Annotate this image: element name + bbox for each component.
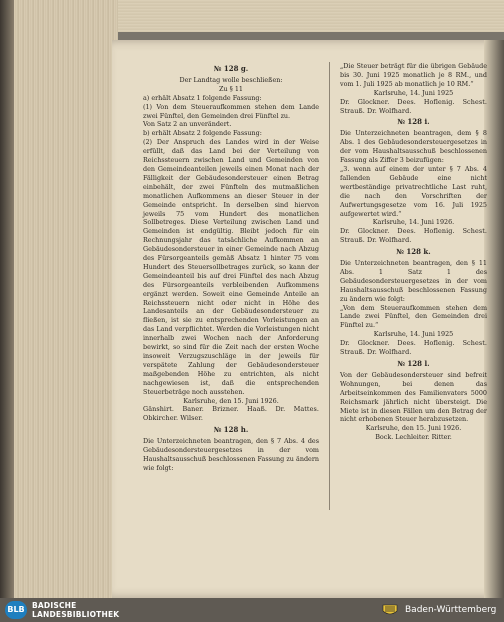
left-column [143, 62, 319, 473]
paragraph: „Die Steuer beträgt für die übrigen Gebäude bis 30. Juni 1925 monatlich je 8 RM., und vom 1. Juli 1925 ab monatlich je 10 RM.“ [340, 62, 487, 88]
centered-line: Karlsruhe, den 15. Juni 1926. [365, 424, 462, 433]
centered-line: Karlsruhe, 14. Juni 1925 [373, 88, 454, 97]
centered-line: Zu § 11 [219, 84, 243, 93]
paragraph: (2) Der Anspruch des Landes wird in der Weise erfüllt, daß das Land bei der Verteilung von Reichssteuern zwischen Land und Gemeinden von den Gemeindeanteilen jeweils einen Monat nach der Fälligkeit der Gebäudesondersteuer einen Betrag einbehält, der zwei Fünfteln des mutmaßlichen monatlichen Aufkommens an dieser Steuer in der Gemeinde entspricht. In derselben sind hiervon jeweils 75 vom Hundert des monatlichen Sollbetreges. Diese Verteilung zwischen Land und Gemeinden ist endgültig. Bleibt jedoch für ein Rechnungsjahr das tatsächliche Aufkommen an Gebäudesondersteuer in einer Gemeinde nach Abzug des Fürsorgeanteils gemäß Absatz 1 hinter 75 vom Hundert des Steuersollbetrages zurück, so kann der Gemeindeanteil bis auf drei Fünftel des nach Abzug des Fürsorgeanteils verbleibenden Aufkommens ergänzt werden. Soweit eine Gemeinde Anteile an Reichssteuern nicht oder nicht in Höhe des Landesanteils an der Gebäudesondersteuer zu fließen, ist sie zu entsprechenden Vorleistungen an das Land verpflichtet. Werden die Vorleistungen nicht innerhalb zwei Wochen nach der Anforderung bewirkt, so sind für die Zeit nach der ersten Woche insoweit Verzugszuschläge in der jeweils für verspätete Zahlung der Gebäudesondersteuer maßgebenden Höhe zu entrichten, als nicht nachgewiesen ist, daß die entsprechenden Steuerbeträge noch ausstehen. [143, 138, 319, 396]
right-column [340, 62, 487, 442]
book-page-edges [0, 0, 118, 598]
paragraph: a) erhält Absatz 1 folgende Fassung: [143, 93, 262, 102]
bw-name[interactable]: Baden-Württemberg [405, 605, 497, 615]
paragraph: Von Satz 2 an unverändert. [143, 120, 232, 129]
book-spine-shadow [0, 0, 14, 598]
blb-line1: BADISCHE [32, 601, 77, 610]
centered-line: Karlsruhe, den 15. Juni 1926. [183, 396, 279, 405]
signatories: Gänshirt. Baner. Brizner. Haaß. Dr. Mattes. Obkircher. Wilser. [143, 405, 319, 423]
blb-line2: LANDESBIBLIOTHEK [32, 610, 120, 619]
centered-line: Karlsruhe, 14. Juni 1925 [373, 330, 454, 339]
signatories: Dr. Glockner. Dees. Hoflenig. Schest. Strauß. Dr. Wolfhard. [340, 227, 487, 245]
motion-number: № 128 i. [397, 117, 430, 127]
motion-number: № 128 g. [213, 64, 249, 73]
signatories: Dr. Glockner. Dees. Hoflenig. Schest. Strauß. Dr. Wolfhard. [340, 339, 487, 357]
centered-line: Karlsruhe, 14. Juni 1926. [372, 218, 455, 227]
paragraph: Die Unterzeichneten beantragen, den § 11 Abs. 1 Satz 1 des Gebäudesondersteuergesetzes in der vom Haushaltsausschuß beschlossenen Fassung zu ändern wie folgt: [340, 259, 487, 303]
page-gutter [484, 40, 504, 598]
signatories: Dr. Glockner. Dees. Hoflenig. Schest. Strauß. Dr. Wolfhard. [340, 97, 487, 115]
column-divider [329, 62, 330, 510]
footer-bar [0, 598, 504, 622]
blb-logo-icon[interactable]: BLB [5, 601, 27, 619]
motion-number: № 128 h. [213, 425, 249, 435]
paragraph: „3. wenn auf einem der unter § 7 Abs. 4 fallenden Gebäude eine nicht wertbeständige privatrechtliche Last ruht, die nach den Vorschriften der Aufwertungsgesetze vom 16. Juli 1925 aufgewertet wird.“ [340, 164, 487, 218]
paragraph: (1) Von dem Steueraufkommen stehen dem Lande zwei Fünftel, den Gemeinden drei Fünftel zu. [143, 102, 319, 120]
centered-line: Der Landtag wolle beschließen: [179, 75, 283, 84]
centered-line: Bock. Lechleiter. Ritter. [375, 433, 452, 442]
paragraph: b) erhält Absatz 2 folgende Fassung: [143, 129, 262, 138]
paragraph: Die Unterzeichneten beantragen, dem § 8 Abs. 1 des Gebäudesondersteuergesetzes in der vom Haushaltsausschuß beschlossenen Fassung als Ziffer 3 beizufügen: [340, 129, 487, 165]
paragraph: Von der Gebäudesondersteuer sind befreit Wohnungen, bei denen das Arbeitseinkommen des Familienvaters 5000 Reichsmark jährlich nicht übersteigt. Die Miete ist in diesen Fällen um den Betrag der nicht erhobenen Steuer herabzusetzen. [340, 370, 487, 424]
motion-number: № 128 l. [397, 359, 430, 368]
paragraph: „Von dem Steueraufkommen stehen dem Lande zwei Fünftel, den Gemeinden drei Fünftel zu.“ [340, 303, 487, 330]
motion-number: № 128 k. [396, 247, 431, 257]
paragraph: Die Unterzeichneten beantragen, den § 7 Abs. 4 des Gebäudesondersteuergesetzes in der vom Haushaltsausschuß beschlossenen Fassung zu ändern wie folgt: [143, 437, 319, 472]
blb-name[interactable] [32, 601, 119, 619]
bw-coat-of-arms-icon [380, 603, 400, 617]
